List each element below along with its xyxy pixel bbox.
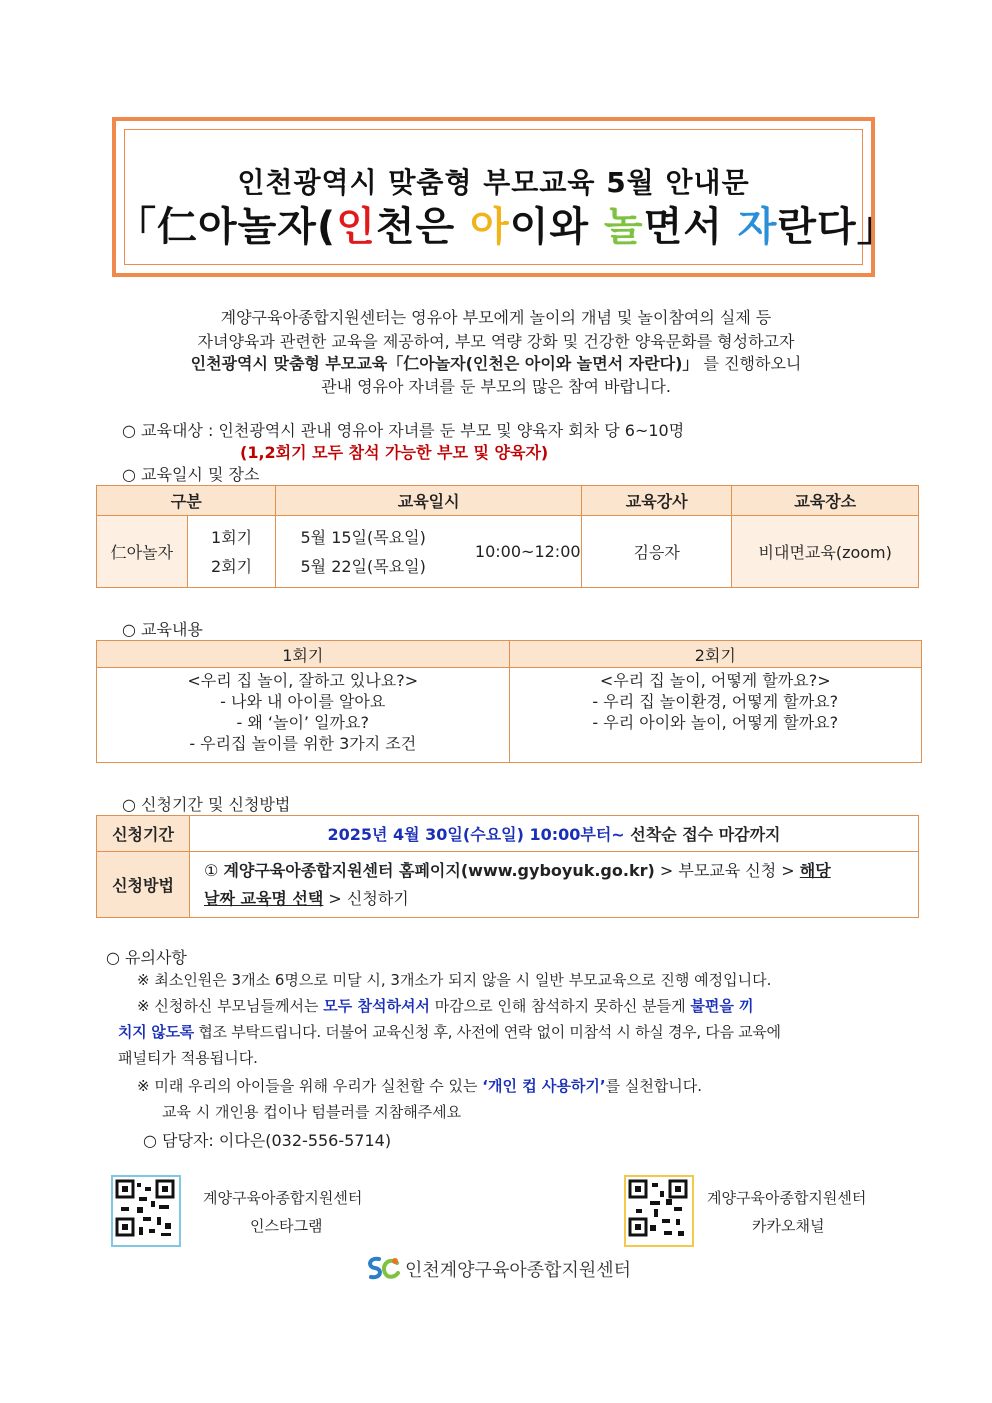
notice-text: 협조 부탁드립니다. 더불어 교육신청 후, 사전에 연락 없이 미참석 시 하실 경우, 다음 교육에 (193, 1023, 781, 1041)
content-session1-cell (97, 668, 510, 763)
title-part: 면서 (643, 204, 738, 250)
notice-text: ※ 신청하신 부모님들께서는 (137, 997, 324, 1015)
schedule-date2: 5월 22일(목요일) (300, 556, 426, 576)
contact: ○ 담당자: 이다은(032-556-5714) (143, 1131, 392, 1150)
content-session1-line: - 우리집 놀이를 위한 3가지 조건 (189, 734, 417, 753)
apply-method-label: 신청방법 (97, 852, 190, 918)
schedule-time: 10:00~12:00 (475, 516, 581, 588)
intro-line3-bold: 인천광역시 맞춤형 부모교육「仁아놀자(인천은 아이와 놀면서 자란다)」 (190, 354, 699, 373)
content-session1-line: - 나와 내 아이를 알아요 (220, 692, 386, 711)
notice-text: 를 실천합니다. (605, 1077, 703, 1095)
apply-period-label: 신청기간 (97, 816, 190, 852)
content-header-session1: 1회기 (97, 641, 510, 668)
content-session2-cell (509, 668, 922, 763)
intro-line4: 관내 영유아 자녀를 둔 부모의 많은 참여 바랍니다. (321, 377, 671, 396)
target-text: ○ 교육대상 : 인천광역시 관내 영유아 자녀를 둔 부모 및 양육자 회차 당 6~10명 (122, 421, 685, 440)
target-note: (1,2회기 모두 참석 가능한 부모 및 양육자) (240, 443, 549, 462)
schedule-place: 비대면교육(zoom) (732, 516, 919, 588)
kakao-label1: 계양구육아종합지원센터 (707, 1189, 867, 1207)
title-part: 천은 (375, 204, 471, 250)
notice-text: 마감으로 인해 참석하지 못하신 분들게 (429, 997, 691, 1015)
notice-item2-line1 (137, 995, 754, 1016)
content-session1-line: - 왜 ‘놀이’ 일까요? (236, 713, 369, 732)
schedule-header-instructor: 교육강사 (581, 486, 732, 516)
apply-method-mid: > 부모교육 신청 > (654, 860, 800, 880)
title-part-yellow: 아 (470, 204, 510, 250)
schedule-sessions (187, 516, 276, 588)
title-part: 란다」 (777, 204, 898, 250)
notice-item2-line3: 패널티가 적용됩니다. (118, 1049, 258, 1067)
apply-heading: ○ 신청기간 및 신청방법 (122, 795, 291, 814)
intro-line1: 계양구육아종합지원센터는 영유아 부모에게 놀이의 개념 및 놀이참여의 실제 등 (220, 308, 772, 327)
apply-method-line2 (204, 885, 918, 913)
center-logo-icon (365, 1255, 401, 1281)
title-part-blue: 자 (737, 204, 778, 250)
title-line2 (116, 195, 898, 252)
qr-code-icon (626, 1177, 692, 1245)
notice-text: ※ 미래 우리의 아이들을 위해 우리가 실천할 수 있는 (137, 1077, 483, 1095)
schedule-header-category: 구분 (97, 486, 276, 516)
title-part-green: 놀 (603, 204, 644, 250)
apply-method-value (190, 852, 919, 918)
title-part: 이와 (509, 204, 604, 250)
title-part-red: 인 (336, 204, 376, 250)
notice-blue-cup: ‘개인 컵 사용하기’ (482, 1077, 606, 1095)
schedule-date1: 5월 15일(목요일) (300, 527, 426, 547)
instagram-label1: 계양구육아종합지원센터 (203, 1189, 363, 1207)
content-session1-line: <우리 집 놀이, 잘하고 있나요?> (187, 671, 419, 690)
intro-line3-rest: 를 진행하오니 (703, 354, 802, 373)
instagram-qr[interactable] (111, 1175, 181, 1247)
notice-item2-line2 (118, 1021, 781, 1042)
center-logo-text: 인천계양구육아종합지원센터 (405, 1260, 632, 1281)
apply-method-end: > 신청하기 (323, 888, 409, 908)
schedule-dates (276, 516, 475, 588)
kakao-qr[interactable] (624, 1175, 694, 1247)
schedule-session1: 1회기 (211, 527, 253, 547)
schedule-session2: 2회기 (211, 556, 253, 576)
kakao-label2: 카카오채널 (752, 1217, 825, 1235)
apply-method-num: ① (204, 860, 219, 880)
schedule-program: 仁아놀자 (97, 516, 188, 588)
schedule-header-datetime: 교육일시 (276, 486, 581, 516)
apply-table (96, 815, 919, 918)
qr-code-icon (113, 1177, 179, 1245)
schedule-table (96, 485, 919, 588)
notice-blue-inconvenience2: 치지 않도록 (118, 1023, 194, 1041)
intro-line2: 자녀양육과 관련한 교육을 제공하여, 부모 역량 강화 및 건강한 양육문화를 형성하고자 (197, 332, 795, 351)
notice-item3-line1 (137, 1075, 702, 1096)
title-part: 「仁아놀자( (116, 204, 337, 250)
content-session2-line: - 우리 아이와 놀이, 어떻게 할까요? (592, 713, 839, 732)
notice-item1: ※ 최소인원은 3개소 6명으로 미달 시, 3개소가 되지 않을 시 일반 부모교육으로 진행 예정입니다. (137, 971, 772, 989)
content-heading: ○ 교육내용 (122, 620, 203, 639)
schedule-heading: ○ 교육일시 및 장소 (122, 465, 260, 484)
content-session2-line: <우리 집 놀이, 어떻게 할까요?> (599, 671, 831, 690)
apply-method-underline2: 날짜 교육명 선택 (204, 888, 324, 908)
schedule-instructor: 김응자 (581, 516, 732, 588)
apply-period-black: 선착순 접수 마감까지 (624, 825, 781, 844)
schedule-header-place: 교육장소 (732, 486, 919, 516)
notice-blue-attend: 모두 참석하셔서 (323, 997, 430, 1015)
apply-period-value (190, 816, 919, 852)
notice-heading: ○ 유의사항 (106, 948, 187, 967)
content-table (96, 640, 922, 763)
content-session2-line: - 우리 집 놀이환경, 어떻게 할까요? (592, 692, 839, 711)
apply-method-line1 (204, 857, 918, 885)
title-box (112, 117, 898, 277)
intro-line3 (0, 351, 992, 374)
notice-blue-inconvenience: 불편을 끼 (690, 997, 754, 1015)
notice-item3-line2: 교육 시 개인용 컵이나 텀블러를 지참해주세요 (162, 1103, 462, 1121)
apply-period-blue: 2025년 4월 30일(수요일) 10:00부터~ (327, 825, 625, 844)
apply-method-underline1: 해당 (799, 860, 831, 880)
title-line1: 인천광역시 맞춤형 부모교육 5월 안내문 (237, 166, 750, 199)
apply-method-site: 계양구육아종합지원센터 홈페이지(www.gyboyuk.go.kr) (223, 860, 655, 880)
content-header-session2: 2회기 (509, 641, 922, 668)
instagram-label2: 인스타그램 (250, 1217, 323, 1235)
